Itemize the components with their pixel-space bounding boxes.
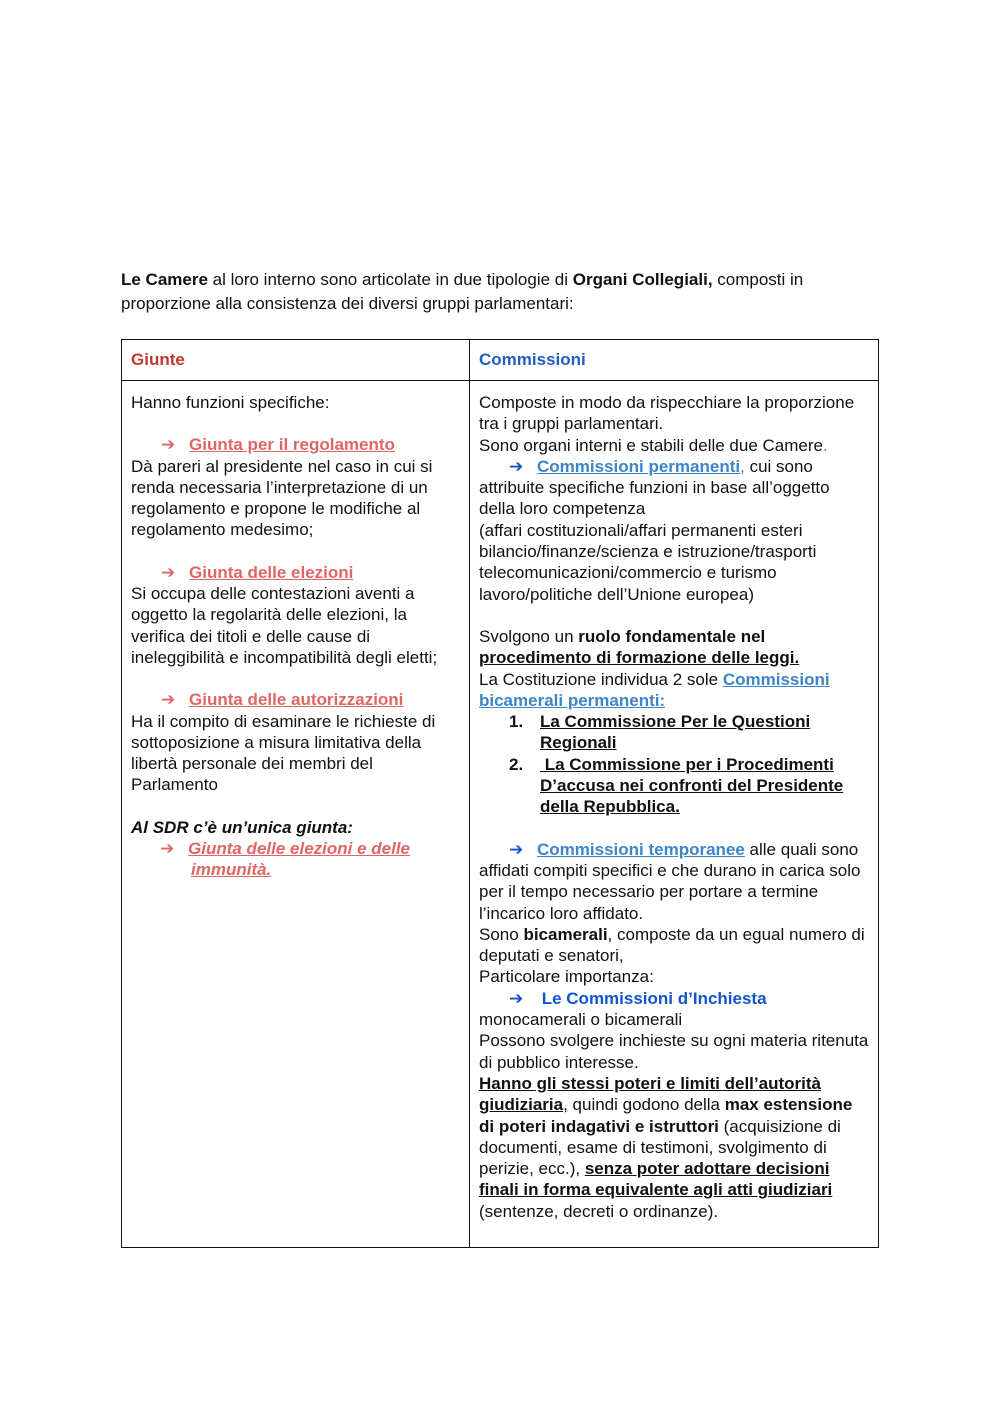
- giunta-item-autorizzazioni: [131, 689, 460, 710]
- list-item-text: La Commissione per i Procedimenti D’accusa nei confronti del Presidente della Repubblica.: [540, 754, 844, 817]
- giunta-regolamento-text: Dà pareri al presidente nel caso in cui si renda necessaria l’interpretazione di un regolamento e propone le modifiche al regolamento medesimo;: [131, 456, 433, 540]
- sdr-heading: Al SDR c’è un’unica giunta:: [131, 817, 353, 837]
- poteri-bold-underline: Hanno gli stessi poteri e limiti dell’autorità giudiziaria: [479, 1073, 821, 1115]
- giunte-cell: [122, 381, 470, 1248]
- intro-text-2: composti in proporzione alla consistenza dei diversi gruppi parlamentari:: [121, 270, 804, 313]
- commissioni-temporanee-block: [479, 839, 869, 924]
- organi-table: [121, 339, 879, 1248]
- inchiesta-text-2: Possono svolgere inchieste su ogni materia ritenuta di pubblico interesse.: [479, 1031, 869, 1072]
- poteri-bold: max estensione di poteri indagativi e istruttori: [479, 1095, 853, 1136]
- list-item: [479, 711, 869, 754]
- commissioni-inchiesta-title: Le Commissioni d’Inchiesta: [537, 988, 767, 1008]
- sdr-giunta-title[interactable]: Giunta delle elezioni e delle immunità.: [188, 839, 411, 880]
- poteri-paren: (acquisizione di documenti, esame di testimoni, svolgimento di perizie, ecc.),: [479, 1116, 841, 1179]
- arrow-icon: ➔: [509, 839, 524, 859]
- intro-bold-camere: Le Camere: [121, 270, 208, 289]
- arrow-icon: ➔: [161, 690, 176, 710]
- bicamerali-list: [479, 711, 869, 817]
- intro-paragraph: [121, 268, 881, 316]
- giunta-autorizzazioni-title[interactable]: Giunta delle autorizzazioni: [189, 690, 404, 710]
- list-number: 2.: [509, 754, 524, 774]
- table-header-row: [122, 340, 879, 381]
- particolare-importanza: Particolare importanza:: [479, 967, 654, 987]
- giunta-elezioni-title[interactable]: Giunta delle elezioni: [189, 562, 354, 582]
- sdr-item: [131, 838, 460, 881]
- costituzione-paragraph: [479, 669, 869, 712]
- giunta-regolamento-title[interactable]: Giunta per il regolamento: [189, 435, 395, 455]
- giunta-autorizzazioni-text: Ha il compito di esaminare le richieste di sottoposizione a misura limitativa della libertà personale dei membri del Parlamento: [131, 711, 436, 795]
- senza-post: (sentenze, decreti o ordinanze).: [479, 1201, 719, 1221]
- commissioni-inchiesta-block: [479, 988, 869, 1009]
- commissioni-temporanee-title[interactable]: Commissioni temporanee: [537, 839, 745, 859]
- bicam-bold: bicamerali: [523, 924, 608, 944]
- intro-text-1: al loro interno sono articolate in due tipologie di: [207, 270, 573, 289]
- commissioni-cell: [470, 381, 879, 1248]
- commissioni-bicamerali-link[interactable]: Commissioni bicamerali permanenti:: [479, 669, 830, 710]
- arrow-icon: ➔: [509, 988, 524, 1008]
- giunta-item-elezioni: [131, 562, 460, 583]
- arrow-icon: ➔: [161, 562, 176, 582]
- header-giunte: Giunte: [122, 340, 470, 381]
- commissioni-intro-1: Composte in modo da rispecchiare la proporzione tra i gruppi parlamentari.: [479, 393, 855, 434]
- inchiesta-text-1: monocamerali o bicamerali: [479, 1010, 683, 1030]
- arrow-icon: ➔: [160, 839, 175, 859]
- bicam-pre: Sono: [479, 924, 524, 944]
- commissioni-intro-2: [479, 435, 869, 456]
- arrow-icon: ➔: [161, 435, 176, 455]
- commissioni-temporanee-text: alle quali sono affidati compiti specifici e che durano in carica solo per il tempo necessario per portare a termine l’incarico loro affidato.: [479, 839, 861, 923]
- poteri-comma: ,: [563, 1095, 568, 1115]
- intro-bold-organi: Organi Collegiali,: [572, 270, 713, 289]
- commissioni-permanenti-block: [479, 456, 869, 520]
- svolgono-pre: Svolgono un: [479, 626, 579, 646]
- commissioni-permanenti-text: cui sono attribuite specifiche funzioni in base all’oggetto della loro competenza: [479, 456, 830, 519]
- table-body-row: [122, 381, 879, 1248]
- svolgono-bold-underline: procedimento di formazione delle leggi.: [479, 648, 800, 668]
- bicam-post: , composte da un egual numero di deputati e senatori,: [479, 924, 865, 966]
- header-commissioni: Commissioni: [470, 340, 879, 381]
- senza-poter-bold-underline: senza poter adottare decisioni finali in forma equivalente agli atti giudiziari: [479, 1159, 833, 1200]
- costituzione-pre: La Costituzione individua 2 sole: [479, 669, 723, 689]
- commissioni-intro-2-text: Sono organi interni e stabili delle due Camere: [479, 435, 823, 455]
- list-item: [479, 754, 869, 818]
- svolgono-paragraph: [479, 626, 869, 669]
- giunte-intro: Hanno funzioni specifiche:: [131, 393, 330, 412]
- commissioni-permanenti-title[interactable]: Commissioni permanenti: [537, 456, 741, 476]
- svolgono-bold: ruolo fondamentale nel: [578, 626, 766, 646]
- giunta-elezioni-text: Si occupa delle contestazioni aventi a oggetto la regolarità delle elezioni, la verifica dei titoli e delle cause di ineleggibilità e incompatibilità degli eletti;: [131, 584, 438, 667]
- list-item-text: La Commissione Per le Questioni Regionali: [540, 712, 811, 753]
- poteri-mid: quindi godono della: [567, 1095, 725, 1115]
- giunta-item-regolamento: [131, 434, 460, 455]
- commissioni-permanenti-list: (affari costituzionali/affari permanenti esteri bilancio/finanze/scienza e istruzione/trasporti telecomunicazioni/commercio e turismo lavoro/politiche dell’Unione europea): [479, 520, 817, 604]
- list-number: 1.: [509, 712, 524, 732]
- bicamerali-paragraph: [479, 924, 869, 967]
- poteri-paragraph: [479, 1073, 869, 1222]
- perm-comma: ,: [740, 456, 745, 476]
- intro-2-dot: .: [822, 435, 828, 455]
- arrow-icon: ➔: [509, 456, 524, 476]
